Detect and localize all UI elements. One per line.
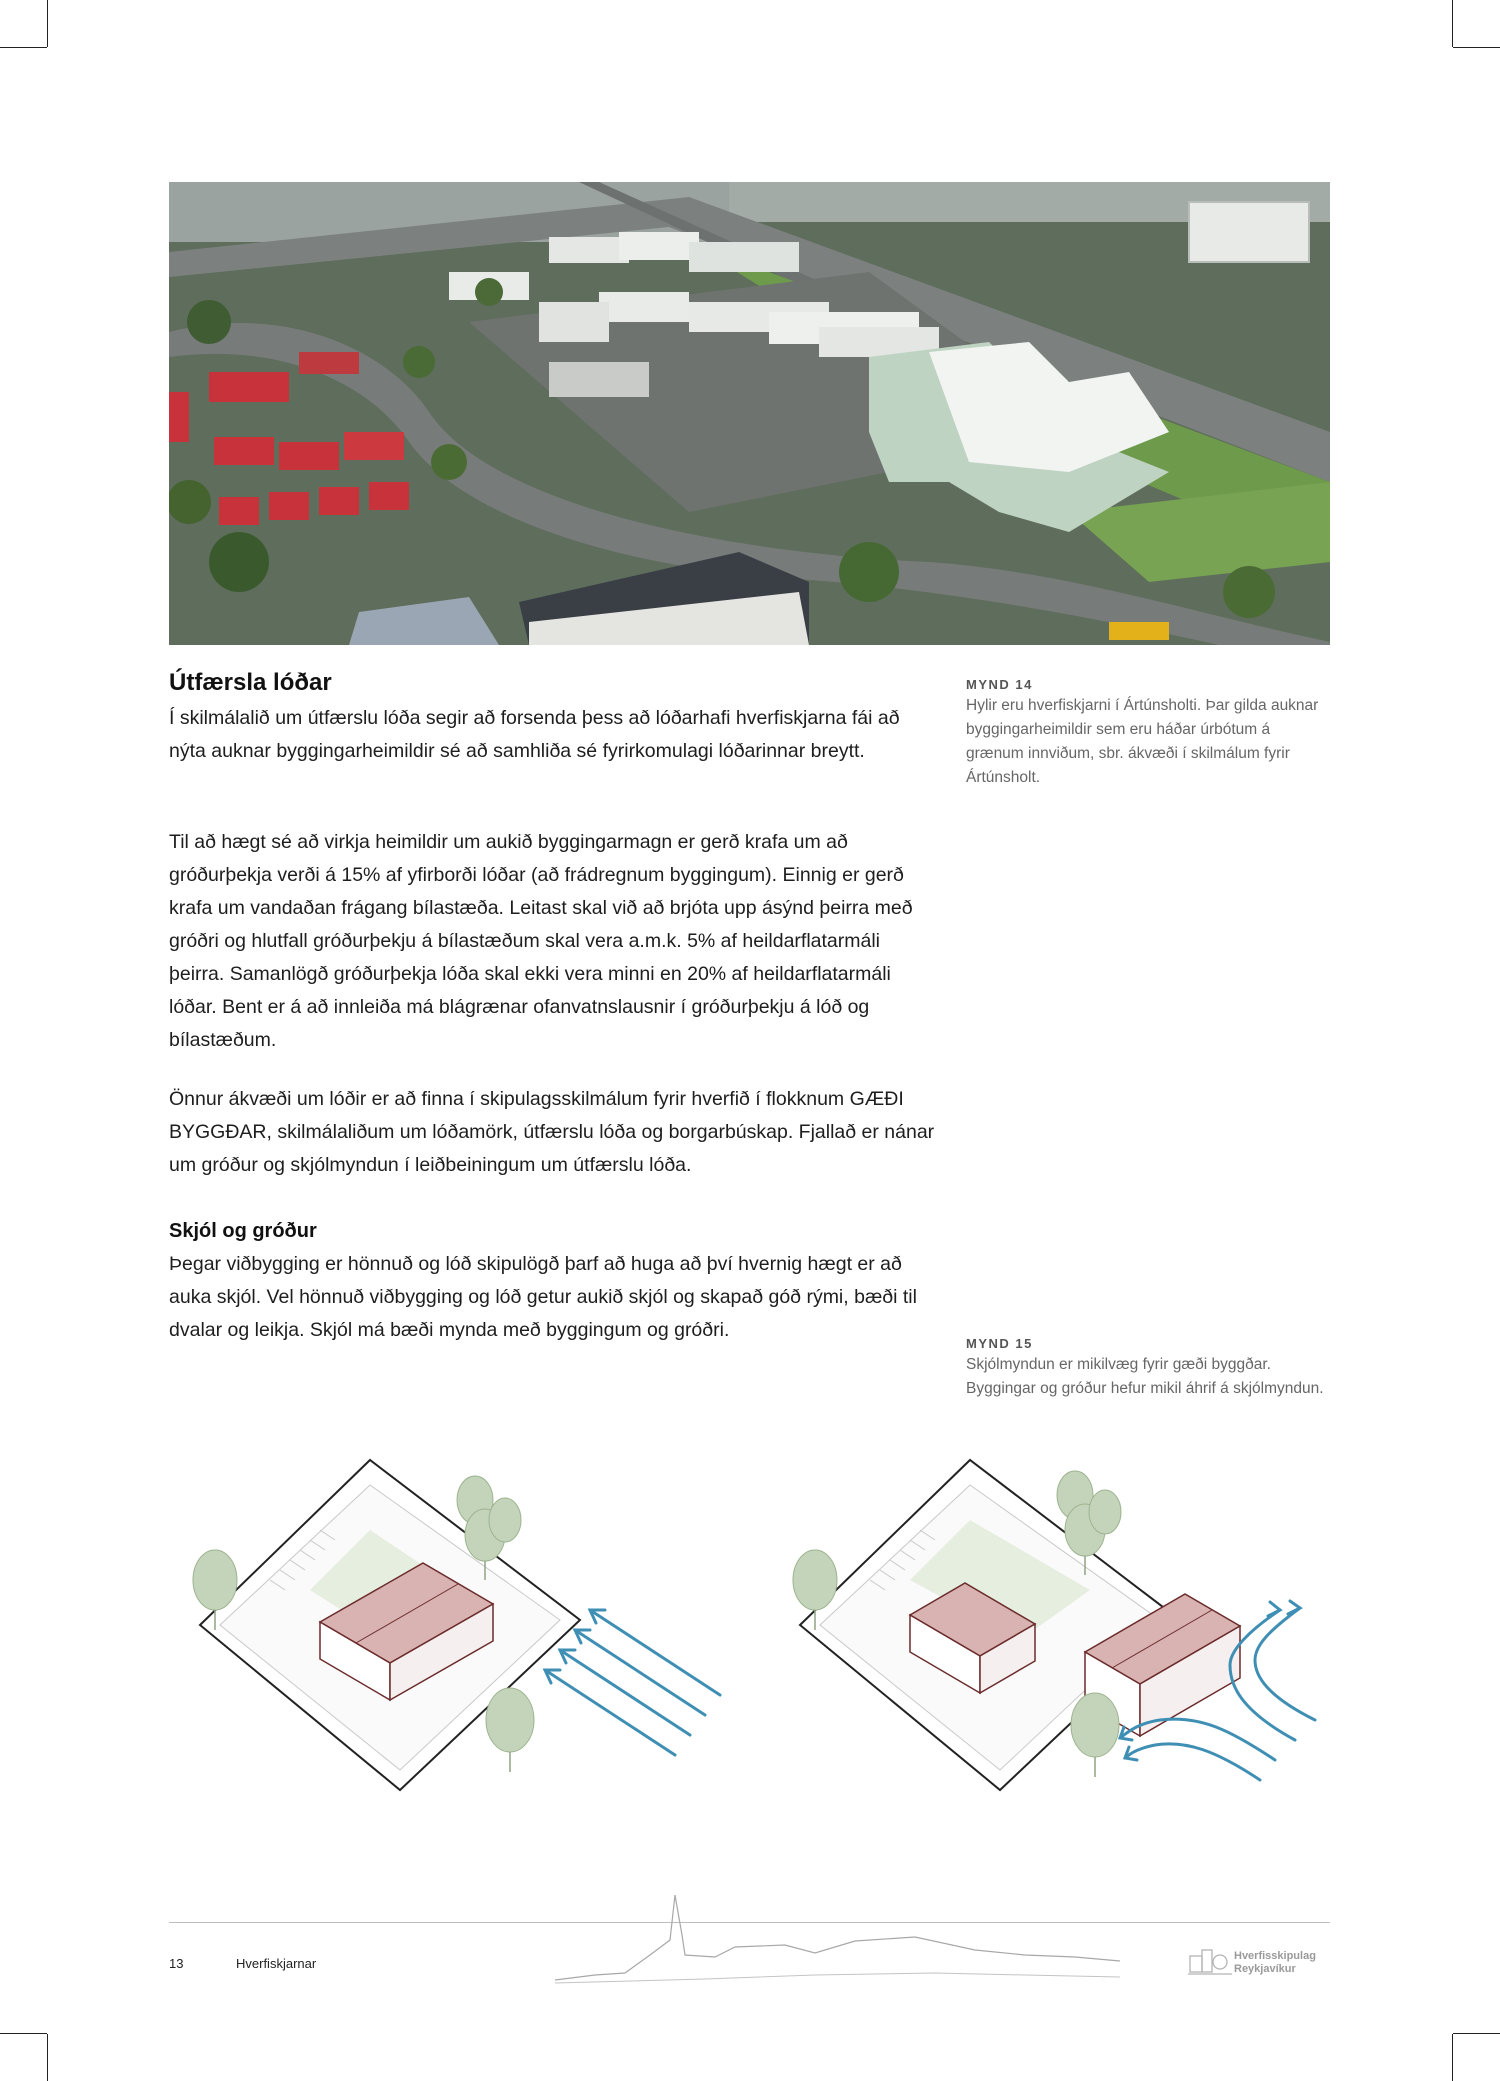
crop-mark-top-left-v: [47, 0, 48, 47]
page-number: 13: [169, 1956, 184, 1971]
paragraph-2: Til að hægt sé að virkja heimildir um aukið byggingarmagn er gerð krafa um að gróðurþekja verði á 15% af yfirborði lóðar (að frádregnum byggingum). Einnig er gerð krafa um vandaðan frágang bílastæða. Leitast skal við að brjóta upp ásýnd þeirra með gróðri og hlutfall gróðurþekju á bílastæðum skal vera a.m.k. 5% af heildarflatarmáli þeirra. Samanlögð gróðurþekja lóða skal ekki vera minni en 20% af heildarflatarmáli lóðar. Bent er á að innleiða má blágrænar ofanvatnslausnir í gróðurþekju á lóð og bílastæðum.: [169, 831, 913, 1051]
caption-label: MYND 15: [966, 1336, 1033, 1351]
subsection-paragraph: Þegar viðbygging er hönnuð og lóð skipulögð þarf að huga að því hvernig hægt er að auka skjól. Vel hönnuð viðbygging og lóð getur aukið skjól og skapað góð rými, bæði til dvalar og leikja. Skjól má bæði mynda með byggingum og gróðri.: [169, 1253, 917, 1341]
caption-figure-15: [966, 1335, 1326, 1401]
paragraph-1: Í skilmálalið um útfærslu lóða segir að forsenda þess að lóðarhafi hverfiskjarna fái að nýta auknar byggingarheimildir sé að samhliða sé fyrirkomulagi lóðarinnar breytt.: [169, 707, 900, 762]
logo-text: [1234, 1950, 1316, 1976]
crop-mark-top-right-v: [1452, 0, 1453, 47]
shelter-diagram-two-buildings: [760, 1440, 1340, 1880]
subsection-title: Skjól og gróður: [169, 1220, 317, 1242]
footer-title: Hverfiskjarnar: [236, 1956, 317, 1971]
section-title: Útfærsla lóðar: [169, 669, 332, 696]
crop-mark-bottom-right-v: [1452, 2034, 1453, 2081]
shelter-diagram-single-building: [160, 1440, 730, 1880]
crop-mark-bottom-right-h: [1453, 2033, 1500, 2034]
caption-label: MYND 14: [966, 677, 1033, 692]
crop-mark-top-left-h: [0, 47, 47, 48]
paragraph-3: Önnur ákvæði um lóðir er að finna í skipulagsskilmálum fyrir hverfið í flokknum GÆÐI BYGGÐAR, skilmálaliðum um lóðamörk, útfærslu lóða og borgarbúskap. Fjallað er nánar um gróður og skjólmyndun í leiðbeiningum um útfærslu lóða.: [169, 1088, 935, 1176]
aerial-photo-illustration: [169, 182, 1330, 645]
skyline-illustration: [555, 1895, 1135, 1985]
caption-text: Skjólmyndun er mikilvæg fyrir gæði byggðar. Byggingar og gróður hefur mikil áhrif á skjólmyndun.: [966, 1356, 1324, 1397]
crop-mark-top-right-h: [1453, 47, 1500, 48]
crop-mark-bottom-left-v: [47, 2034, 48, 2081]
crop-mark-bottom-left-h: [0, 2033, 47, 2034]
logo-line-1: Hverfisskipulag: [1234, 1950, 1316, 1962]
aerial-photo: [169, 182, 1330, 645]
caption-figure-14: [966, 676, 1326, 790]
logo-line-2: Reykjavíkur: [1234, 1963, 1296, 1975]
caption-text: Hylir eru hverfiskjarni í Ártúnsholti. Þar gilda auknar byggingarheimildir sem eru háðar úrbótum á grænum innviðum, sbr. ákvæði í skilmálum fyrir Ártúnsholt.: [966, 697, 1319, 786]
city-logo-icon: [1188, 1946, 1232, 1980]
